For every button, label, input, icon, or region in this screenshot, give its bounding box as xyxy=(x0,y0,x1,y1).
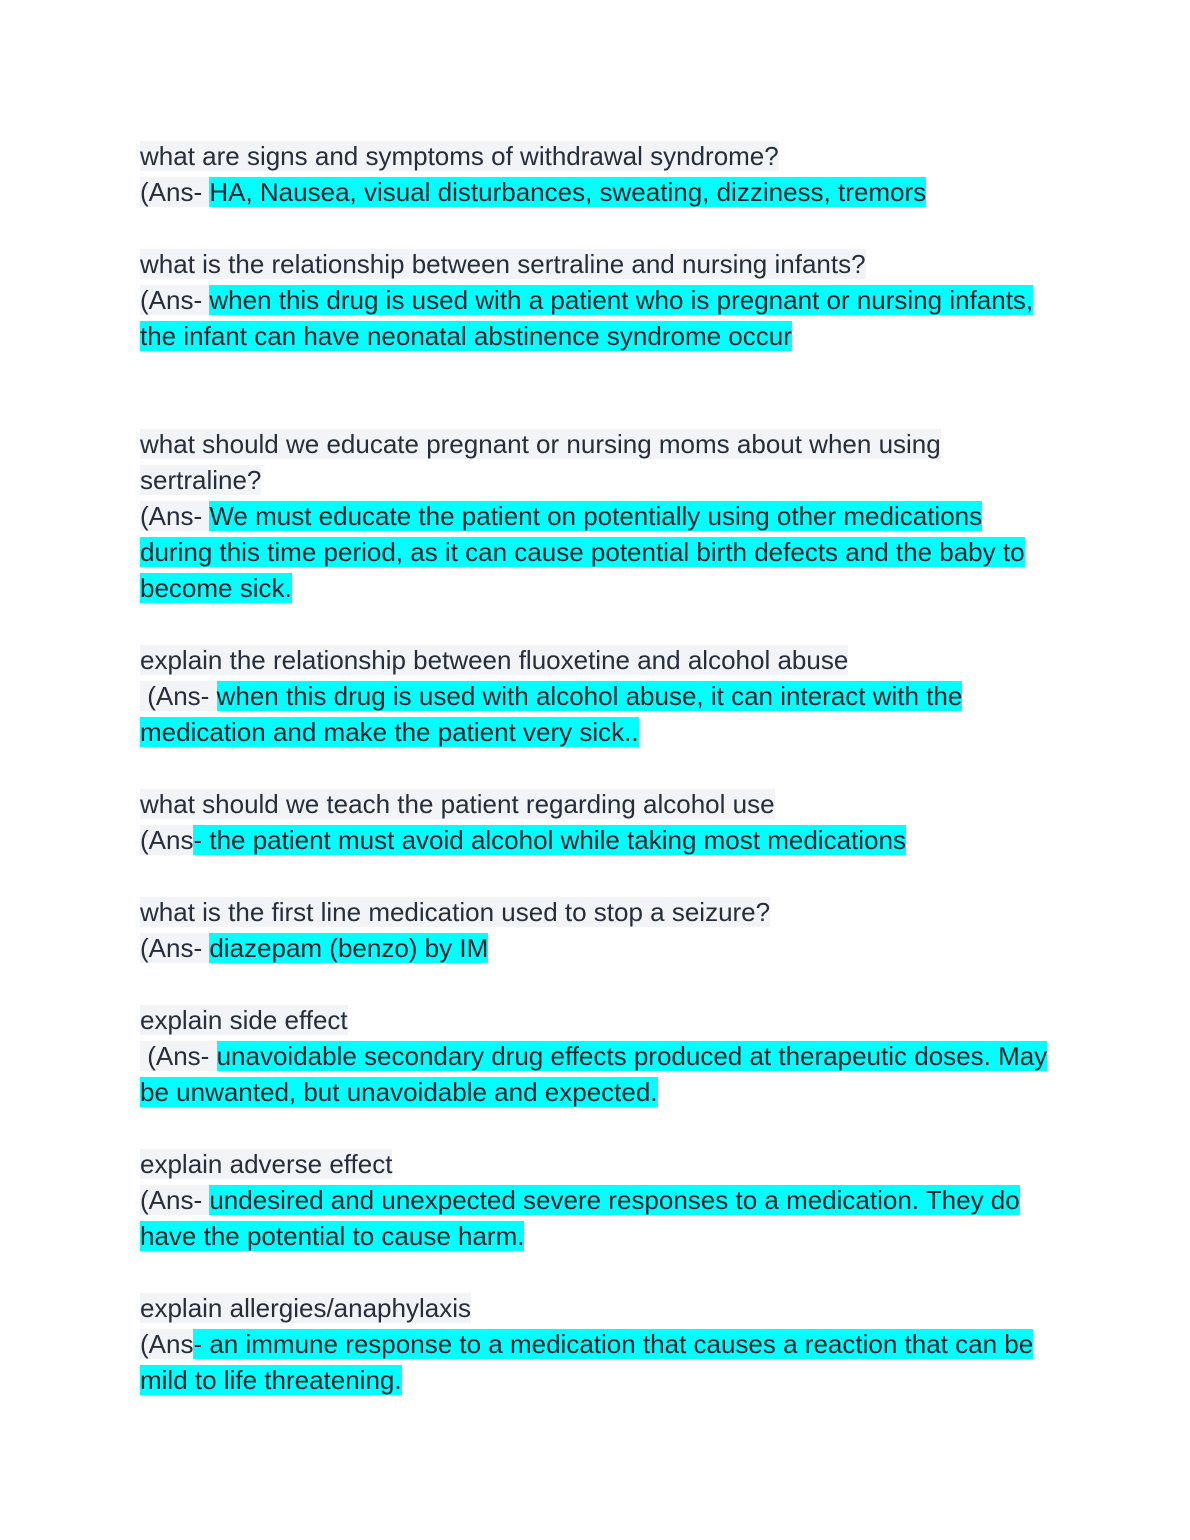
qa-item xyxy=(140,426,1050,606)
question xyxy=(140,246,1050,282)
answer xyxy=(140,174,1050,210)
answer-highlight: We must educate the patient on potentially using other medications during this time period, as it can cause potential birth defects and the baby to become sick. xyxy=(140,501,1025,603)
document-page xyxy=(140,138,1050,1398)
question-text: what should we educate pregnant or nursing moms about when using sertraline? xyxy=(140,429,941,495)
question-text: explain adverse effect xyxy=(140,1149,393,1179)
answer-prefix: (Ans xyxy=(140,1329,194,1359)
answer-highlight: diazepam (benzo) by IM xyxy=(209,933,489,963)
answer-highlight: HA, Nausea, visual disturbances, sweating, dizziness, tremors xyxy=(209,177,927,207)
answer xyxy=(140,498,1050,606)
question-text: what is the relationship between sertraline and nursing infants? xyxy=(140,249,866,279)
answer-prefix: (Ans- xyxy=(140,681,217,711)
answer-highlight: undesired and unexpected severe responses to a medication. They do have the potential to cause harm. xyxy=(140,1185,1020,1251)
question xyxy=(140,1290,1050,1326)
question xyxy=(140,642,1050,678)
question xyxy=(140,894,1050,930)
qa-item xyxy=(140,246,1050,354)
answer-highlight: when this drug is used with alcohol abuse, it can interact with the medication and make the patient very sick.. xyxy=(140,681,963,747)
qa-item xyxy=(140,894,1050,966)
question-text: what is the first line medication used to stop a seizure? xyxy=(140,897,771,927)
qa-item xyxy=(140,1290,1050,1398)
question-text: what are signs and symptoms of withdrawal syndrome? xyxy=(140,141,779,171)
question-text: what should we teach the patient regarding alcohol use xyxy=(140,789,775,819)
answer xyxy=(140,1038,1050,1110)
qa-item xyxy=(140,138,1050,210)
qa-item xyxy=(140,642,1050,750)
answer xyxy=(140,822,1050,858)
qa-item xyxy=(140,1146,1050,1254)
question xyxy=(140,1002,1050,1038)
qa-item xyxy=(140,786,1050,858)
answer xyxy=(140,1182,1050,1254)
answer-prefix: (Ans- xyxy=(140,285,210,315)
answer xyxy=(140,678,1050,750)
question-text: explain side effect xyxy=(140,1005,348,1035)
answer-prefix: (Ans- xyxy=(140,933,210,963)
answer xyxy=(140,282,1050,354)
qa-item xyxy=(140,1002,1050,1110)
answer-prefix: (Ans xyxy=(140,825,194,855)
answer-prefix: (Ans- xyxy=(140,1185,210,1215)
answer xyxy=(140,1326,1050,1398)
answer-prefix: (Ans- xyxy=(140,1041,217,1071)
answer-highlight: unavoidable secondary drug effects produced at therapeutic doses. May be unwanted, but unavoidable and expected. xyxy=(140,1041,1048,1107)
answer xyxy=(140,930,1050,966)
question-text: explain the relationship between fluoxetine and alcohol abuse xyxy=(140,645,849,675)
answer-prefix: (Ans- xyxy=(140,177,210,207)
question-text: explain allergies/anaphylaxis xyxy=(140,1293,471,1323)
question xyxy=(140,786,1050,822)
answer-highlight: - the patient must avoid alcohol while taking most medications xyxy=(193,825,906,855)
answer-highlight: when this drug is used with a patient who is pregnant or nursing infants, the infant can have neonatal abstinence syndrome occur xyxy=(140,285,1034,351)
question xyxy=(140,426,1050,498)
answer-highlight: - an immune response to a medication that causes a reaction that can be mild to life threatening. xyxy=(140,1329,1034,1395)
question xyxy=(140,138,1050,174)
question xyxy=(140,1146,1050,1182)
answer-prefix: (Ans- xyxy=(140,501,210,531)
